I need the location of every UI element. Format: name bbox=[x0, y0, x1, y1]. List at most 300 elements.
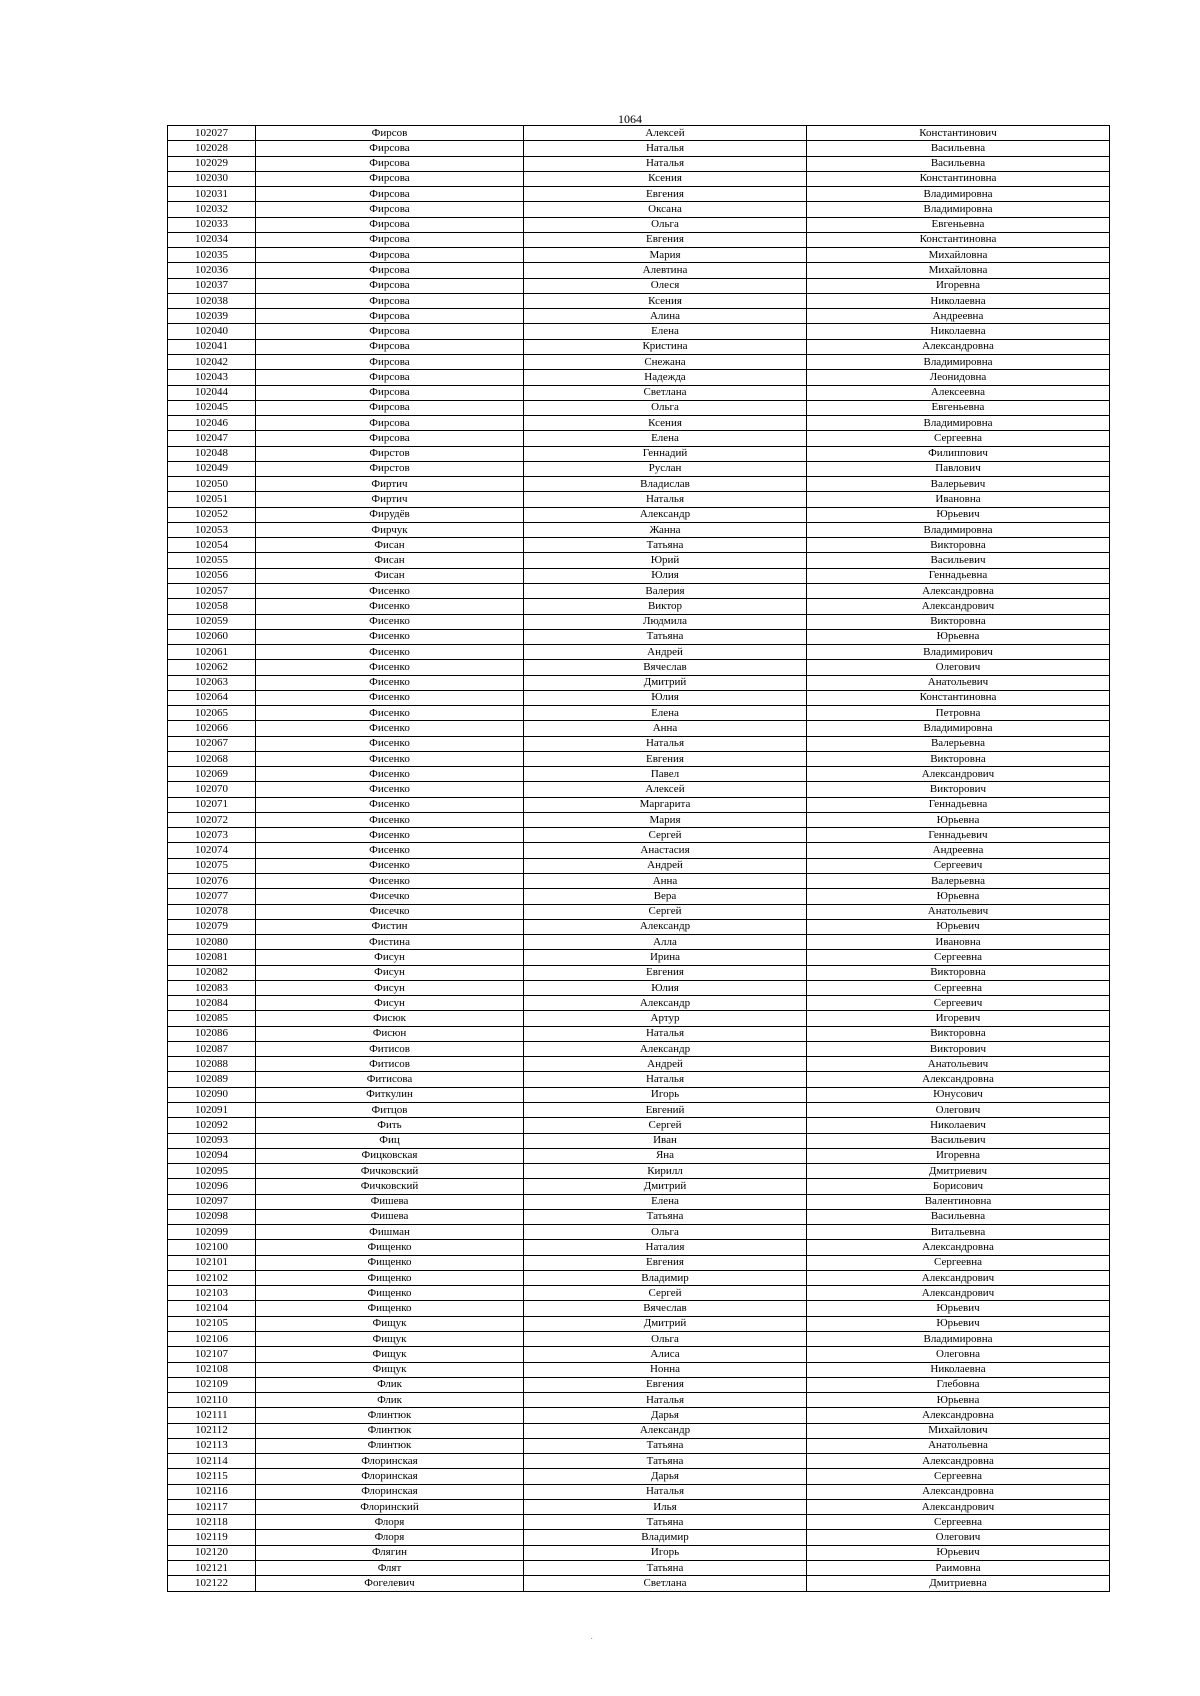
table-row bbox=[168, 843, 1110, 858]
cell-id: 102075 bbox=[168, 858, 256, 873]
cell-patronymic: Александровна bbox=[807, 1072, 1110, 1087]
cell-first-name: Оксана bbox=[524, 202, 807, 217]
table-row bbox=[168, 431, 1110, 446]
cell-last-name: Фисенко bbox=[256, 690, 524, 705]
roster-body bbox=[168, 126, 1110, 1592]
cell-patronymic: Николаевич bbox=[807, 1118, 1110, 1133]
cell-patronymic: Юрьевич bbox=[807, 1316, 1110, 1331]
cell-id: 102115 bbox=[168, 1469, 256, 1484]
cell-patronymic: Валерьевна bbox=[807, 736, 1110, 751]
cell-id: 102110 bbox=[168, 1393, 256, 1408]
cell-id: 102109 bbox=[168, 1377, 256, 1392]
cell-id: 102060 bbox=[168, 629, 256, 644]
cell-last-name: Фирсова bbox=[256, 431, 524, 446]
cell-patronymic: Викторовна bbox=[807, 1026, 1110, 1041]
cell-last-name: Фирсова bbox=[256, 385, 524, 400]
cell-patronymic: Петровна bbox=[807, 706, 1110, 721]
table-row bbox=[168, 1057, 1110, 1072]
cell-id: 102108 bbox=[168, 1362, 256, 1377]
table-row bbox=[168, 507, 1110, 522]
table-row bbox=[168, 370, 1110, 385]
cell-first-name: Маргарита bbox=[524, 797, 807, 812]
table-row bbox=[168, 141, 1110, 156]
roster-table bbox=[167, 125, 1110, 1592]
cell-patronymic: Юрьевна bbox=[807, 1393, 1110, 1408]
cell-patronymic: Анатольевич bbox=[807, 904, 1110, 919]
cell-last-name: Фитцов bbox=[256, 1103, 524, 1118]
cell-last-name: Флик bbox=[256, 1393, 524, 1408]
cell-patronymic: Сергеевна bbox=[807, 980, 1110, 995]
table-row bbox=[168, 980, 1110, 995]
cell-patronymic: Глебовна bbox=[807, 1377, 1110, 1392]
cell-last-name: Фисенко bbox=[256, 645, 524, 660]
cell-patronymic: Андреевна bbox=[807, 843, 1110, 858]
cell-last-name: Фисенко bbox=[256, 812, 524, 827]
table-row bbox=[168, 339, 1110, 354]
cell-last-name: Фисан bbox=[256, 553, 524, 568]
cell-first-name: Александр bbox=[524, 919, 807, 934]
cell-first-name: Александр bbox=[524, 507, 807, 522]
cell-first-name: Алина bbox=[524, 309, 807, 324]
cell-id: 102101 bbox=[168, 1255, 256, 1270]
cell-last-name: Фиртич bbox=[256, 477, 524, 492]
cell-id: 102042 bbox=[168, 354, 256, 369]
cell-id: 102034 bbox=[168, 232, 256, 247]
cell-first-name: Игорь bbox=[524, 1087, 807, 1102]
cell-patronymic: Викторович bbox=[807, 782, 1110, 797]
cell-id: 102079 bbox=[168, 919, 256, 934]
cell-patronymic: Александровна bbox=[807, 1240, 1110, 1255]
cell-last-name: Фирсова bbox=[256, 370, 524, 385]
table-row bbox=[168, 202, 1110, 217]
cell-last-name: Фишева bbox=[256, 1194, 524, 1209]
cell-last-name: Фирсова bbox=[256, 232, 524, 247]
cell-id: 102032 bbox=[168, 202, 256, 217]
cell-id: 102113 bbox=[168, 1438, 256, 1453]
cell-first-name: Яна bbox=[524, 1148, 807, 1163]
cell-last-name: Фисенко bbox=[256, 751, 524, 766]
cell-first-name: Наталья bbox=[524, 1484, 807, 1499]
cell-last-name: Фищук bbox=[256, 1331, 524, 1346]
cell-first-name: Евгения bbox=[524, 965, 807, 980]
cell-patronymic: Александровна bbox=[807, 1408, 1110, 1423]
cell-first-name: Иван bbox=[524, 1133, 807, 1148]
cell-first-name: Алексей bbox=[524, 126, 807, 141]
table-row bbox=[168, 1133, 1110, 1148]
cell-patronymic: Васильевна bbox=[807, 1209, 1110, 1224]
cell-patronymic: Владимирович bbox=[807, 645, 1110, 660]
cell-id: 102030 bbox=[168, 171, 256, 186]
cell-id: 102078 bbox=[168, 904, 256, 919]
cell-id: 102068 bbox=[168, 751, 256, 766]
cell-last-name: Флинтюк bbox=[256, 1408, 524, 1423]
cell-first-name: Татьяна bbox=[524, 629, 807, 644]
cell-patronymic: Владимировна bbox=[807, 187, 1110, 202]
cell-last-name: Фисенко bbox=[256, 706, 524, 721]
cell-id: 102114 bbox=[168, 1454, 256, 1469]
table-row bbox=[168, 1530, 1110, 1545]
cell-first-name: Ольга bbox=[524, 400, 807, 415]
cell-id: 102058 bbox=[168, 599, 256, 614]
cell-id: 102105 bbox=[168, 1316, 256, 1331]
cell-last-name: Фищенко bbox=[256, 1286, 524, 1301]
table-row bbox=[168, 751, 1110, 766]
cell-first-name: Ольга bbox=[524, 217, 807, 232]
table-row bbox=[168, 156, 1110, 171]
cell-id: 102044 bbox=[168, 385, 256, 400]
cell-id: 102081 bbox=[168, 950, 256, 965]
cell-last-name: Фисенко bbox=[256, 599, 524, 614]
cell-id: 102089 bbox=[168, 1072, 256, 1087]
cell-last-name: Фирсова bbox=[256, 248, 524, 263]
cell-patronymic: Юрьевна bbox=[807, 889, 1110, 904]
cell-id: 102073 bbox=[168, 828, 256, 843]
cell-id: 102063 bbox=[168, 675, 256, 690]
table-row bbox=[168, 797, 1110, 812]
cell-patronymic: Сергеевич bbox=[807, 858, 1110, 873]
cell-patronymic: Константиновна bbox=[807, 171, 1110, 186]
cell-first-name: Алиса bbox=[524, 1347, 807, 1362]
cell-id: 102090 bbox=[168, 1087, 256, 1102]
cell-patronymic: Дмитриевна bbox=[807, 1576, 1110, 1591]
cell-patronymic: Сергеевич bbox=[807, 996, 1110, 1011]
cell-id: 102107 bbox=[168, 1347, 256, 1362]
cell-first-name: Наталья bbox=[524, 1026, 807, 1041]
cell-last-name: Фицковская bbox=[256, 1148, 524, 1163]
cell-id: 102059 bbox=[168, 614, 256, 629]
bottom-mark: · bbox=[590, 1634, 594, 1645]
table-row bbox=[168, 446, 1110, 461]
cell-id: 102097 bbox=[168, 1194, 256, 1209]
cell-first-name: Наталья bbox=[524, 1072, 807, 1087]
cell-last-name: Фищук bbox=[256, 1362, 524, 1377]
cell-last-name: Фить bbox=[256, 1118, 524, 1133]
cell-id: 102103 bbox=[168, 1286, 256, 1301]
cell-id: 102074 bbox=[168, 843, 256, 858]
cell-last-name: Фисенко bbox=[256, 843, 524, 858]
cell-patronymic: Константинович bbox=[807, 126, 1110, 141]
cell-first-name: Вера bbox=[524, 889, 807, 904]
cell-patronymic: Константиновна bbox=[807, 690, 1110, 705]
cell-last-name: Фищенко bbox=[256, 1240, 524, 1255]
cell-id: 102085 bbox=[168, 1011, 256, 1026]
cell-id: 102086 bbox=[168, 1026, 256, 1041]
cell-id: 102053 bbox=[168, 522, 256, 537]
table-row bbox=[168, 553, 1110, 568]
cell-last-name: Флик bbox=[256, 1377, 524, 1392]
cell-patronymic: Евгеньевна bbox=[807, 400, 1110, 415]
cell-first-name: Татьяна bbox=[524, 1454, 807, 1469]
cell-id: 102064 bbox=[168, 690, 256, 705]
table-row bbox=[168, 1347, 1110, 1362]
cell-patronymic: Александрович bbox=[807, 599, 1110, 614]
cell-id: 102117 bbox=[168, 1499, 256, 1514]
cell-first-name: Татьяна bbox=[524, 1515, 807, 1530]
table-row bbox=[168, 858, 1110, 873]
cell-last-name: Фисенко bbox=[256, 721, 524, 736]
cell-patronymic: Дмитриевич bbox=[807, 1164, 1110, 1179]
cell-id: 102043 bbox=[168, 370, 256, 385]
cell-id: 102066 bbox=[168, 721, 256, 736]
cell-id: 102057 bbox=[168, 583, 256, 598]
cell-first-name: Юлия bbox=[524, 690, 807, 705]
cell-patronymic: Александрович bbox=[807, 767, 1110, 782]
table-row bbox=[168, 1469, 1110, 1484]
table-row bbox=[168, 614, 1110, 629]
table-row bbox=[168, 1011, 1110, 1026]
cell-patronymic: Юнусович bbox=[807, 1087, 1110, 1102]
table-row bbox=[168, 126, 1110, 141]
cell-id: 102076 bbox=[168, 874, 256, 889]
table-row bbox=[168, 1255, 1110, 1270]
cell-id: 102093 bbox=[168, 1133, 256, 1148]
cell-last-name: Фирсова bbox=[256, 309, 524, 324]
cell-first-name: Сергей bbox=[524, 904, 807, 919]
cell-first-name: Александр bbox=[524, 996, 807, 1011]
table-row bbox=[168, 263, 1110, 278]
cell-id: 102082 bbox=[168, 965, 256, 980]
table-row bbox=[168, 1103, 1110, 1118]
cell-id: 102045 bbox=[168, 400, 256, 415]
cell-patronymic: Юрьевна bbox=[807, 812, 1110, 827]
cell-patronymic: Игоревна bbox=[807, 1148, 1110, 1163]
cell-patronymic: Владимировна bbox=[807, 522, 1110, 537]
cell-id: 102088 bbox=[168, 1057, 256, 1072]
table-row bbox=[168, 1240, 1110, 1255]
cell-first-name: Ольга bbox=[524, 1331, 807, 1346]
cell-last-name: Фисечко bbox=[256, 889, 524, 904]
cell-first-name: Мария bbox=[524, 812, 807, 827]
cell-last-name: Флоря bbox=[256, 1515, 524, 1530]
cell-first-name: Анастасия bbox=[524, 843, 807, 858]
table-row bbox=[168, 354, 1110, 369]
table-row bbox=[168, 171, 1110, 186]
cell-patronymic: Анатольевна bbox=[807, 1438, 1110, 1453]
cell-last-name: Флоря bbox=[256, 1530, 524, 1545]
cell-id: 102061 bbox=[168, 645, 256, 660]
cell-last-name: Фищенко bbox=[256, 1255, 524, 1270]
cell-last-name: Фистин bbox=[256, 919, 524, 934]
cell-patronymic: Николаевна bbox=[807, 1362, 1110, 1377]
cell-patronymic: Александровна bbox=[807, 583, 1110, 598]
cell-id: 102096 bbox=[168, 1179, 256, 1194]
table-row bbox=[168, 217, 1110, 232]
cell-id: 102037 bbox=[168, 278, 256, 293]
cell-id: 102111 bbox=[168, 1408, 256, 1423]
cell-first-name: Олеся bbox=[524, 278, 807, 293]
cell-patronymic: Олеговна bbox=[807, 1347, 1110, 1362]
cell-id: 102051 bbox=[168, 492, 256, 507]
table-row bbox=[168, 278, 1110, 293]
cell-first-name: Владимир bbox=[524, 1530, 807, 1545]
cell-last-name: Фирстов bbox=[256, 446, 524, 461]
cell-patronymic: Анатольевич bbox=[807, 1057, 1110, 1072]
table-row bbox=[168, 935, 1110, 950]
cell-patronymic: Юрьевич bbox=[807, 1301, 1110, 1316]
table-row bbox=[168, 1118, 1110, 1133]
cell-patronymic: Александрович bbox=[807, 1499, 1110, 1514]
cell-first-name: Наталья bbox=[524, 141, 807, 156]
cell-first-name: Павел bbox=[524, 767, 807, 782]
cell-first-name: Светлана bbox=[524, 1576, 807, 1591]
table-row bbox=[168, 248, 1110, 263]
cell-last-name: Фисюн bbox=[256, 1026, 524, 1041]
table-row bbox=[168, 1301, 1110, 1316]
table-row bbox=[168, 782, 1110, 797]
cell-first-name: Дарья bbox=[524, 1469, 807, 1484]
cell-patronymic: Викторович bbox=[807, 1041, 1110, 1056]
cell-last-name: Флят bbox=[256, 1560, 524, 1575]
cell-patronymic: Константиновна bbox=[807, 232, 1110, 247]
cell-id: 102028 bbox=[168, 141, 256, 156]
cell-first-name: Валерия bbox=[524, 583, 807, 598]
table-row bbox=[168, 385, 1110, 400]
cell-first-name: Илья bbox=[524, 1499, 807, 1514]
cell-id: 102047 bbox=[168, 431, 256, 446]
cell-first-name: Кирилл bbox=[524, 1164, 807, 1179]
cell-last-name: Фитисов bbox=[256, 1041, 524, 1056]
cell-last-name: Фирсова bbox=[256, 324, 524, 339]
cell-id: 102046 bbox=[168, 416, 256, 431]
cell-last-name: Фичковский bbox=[256, 1179, 524, 1194]
table-row bbox=[168, 400, 1110, 415]
table-row bbox=[168, 416, 1110, 431]
cell-last-name: Фирудёв bbox=[256, 507, 524, 522]
cell-last-name: Фисан bbox=[256, 538, 524, 553]
table-row bbox=[168, 721, 1110, 736]
cell-first-name: Алевтина bbox=[524, 263, 807, 278]
cell-id: 102027 bbox=[168, 126, 256, 141]
cell-patronymic: Александровна bbox=[807, 339, 1110, 354]
cell-patronymic: Александровна bbox=[807, 1484, 1110, 1499]
cell-id: 102031 bbox=[168, 187, 256, 202]
cell-last-name: Фирсова bbox=[256, 278, 524, 293]
cell-id: 102094 bbox=[168, 1148, 256, 1163]
table-row bbox=[168, 1225, 1110, 1240]
table-row bbox=[168, 538, 1110, 553]
cell-patronymic: Владимировна bbox=[807, 1331, 1110, 1346]
table-row bbox=[168, 1362, 1110, 1377]
cell-id: 102062 bbox=[168, 660, 256, 675]
cell-first-name: Татьяна bbox=[524, 1560, 807, 1575]
cell-id: 102072 bbox=[168, 812, 256, 827]
cell-patronymic: Васильевич bbox=[807, 1133, 1110, 1148]
cell-patronymic: Олегович bbox=[807, 660, 1110, 675]
cell-patronymic: Васильевич bbox=[807, 553, 1110, 568]
cell-id: 102095 bbox=[168, 1164, 256, 1179]
cell-first-name: Нонна bbox=[524, 1362, 807, 1377]
table-row bbox=[168, 660, 1110, 675]
cell-first-name: Анна bbox=[524, 874, 807, 889]
cell-last-name: Фирсова bbox=[256, 339, 524, 354]
table-row bbox=[168, 1499, 1110, 1514]
cell-last-name: Фищенко bbox=[256, 1301, 524, 1316]
cell-id: 102041 bbox=[168, 339, 256, 354]
cell-first-name: Юлия bbox=[524, 568, 807, 583]
table-row bbox=[168, 1179, 1110, 1194]
cell-first-name: Евгения bbox=[524, 187, 807, 202]
table-row bbox=[168, 706, 1110, 721]
cell-last-name: Флоринская bbox=[256, 1484, 524, 1499]
cell-first-name: Жанна bbox=[524, 522, 807, 537]
cell-last-name: Флоринская bbox=[256, 1454, 524, 1469]
table-row bbox=[168, 1148, 1110, 1163]
cell-id: 102067 bbox=[168, 736, 256, 751]
cell-patronymic: Сергеевна bbox=[807, 1469, 1110, 1484]
cell-id: 102035 bbox=[168, 248, 256, 263]
cell-last-name: Фирсова bbox=[256, 202, 524, 217]
cell-patronymic: Михайловна bbox=[807, 248, 1110, 263]
table-row bbox=[168, 904, 1110, 919]
table-row bbox=[168, 1423, 1110, 1438]
cell-last-name: Фирстов bbox=[256, 461, 524, 476]
table-row bbox=[168, 1331, 1110, 1346]
cell-first-name: Сергей bbox=[524, 1118, 807, 1133]
cell-id: 102069 bbox=[168, 767, 256, 782]
cell-patronymic: Леонидовна bbox=[807, 370, 1110, 385]
table-row bbox=[168, 950, 1110, 965]
cell-patronymic: Филиппович bbox=[807, 446, 1110, 461]
cell-last-name: Фитисов bbox=[256, 1057, 524, 1072]
cell-patronymic: Сергеевна bbox=[807, 1515, 1110, 1530]
cell-patronymic: Витальевна bbox=[807, 1225, 1110, 1240]
cell-last-name: Фиткулин bbox=[256, 1087, 524, 1102]
cell-id: 102092 bbox=[168, 1118, 256, 1133]
cell-first-name: Владимир bbox=[524, 1270, 807, 1285]
cell-patronymic: Ивановна bbox=[807, 935, 1110, 950]
cell-first-name: Дмитрий bbox=[524, 1179, 807, 1194]
cell-id: 102071 bbox=[168, 797, 256, 812]
cell-id: 102065 bbox=[168, 706, 256, 721]
cell-last-name: Фисенко bbox=[256, 797, 524, 812]
cell-first-name: Руслан bbox=[524, 461, 807, 476]
table-row bbox=[168, 675, 1110, 690]
table-row bbox=[168, 522, 1110, 537]
table-row bbox=[168, 599, 1110, 614]
cell-last-name: Фищенко bbox=[256, 1270, 524, 1285]
cell-last-name: Фисюк bbox=[256, 1011, 524, 1026]
cell-patronymic: Владимировна bbox=[807, 202, 1110, 217]
table-row bbox=[168, 324, 1110, 339]
cell-last-name: Фирсова bbox=[256, 400, 524, 415]
table-row bbox=[168, 1041, 1110, 1056]
cell-patronymic: Павлович bbox=[807, 461, 1110, 476]
cell-first-name: Евгения bbox=[524, 232, 807, 247]
cell-last-name: Флинтюк bbox=[256, 1438, 524, 1453]
cell-patronymic: Олегович bbox=[807, 1103, 1110, 1118]
table-row bbox=[168, 1484, 1110, 1499]
table-row bbox=[168, 583, 1110, 598]
cell-id: 102112 bbox=[168, 1423, 256, 1438]
cell-first-name: Елена bbox=[524, 431, 807, 446]
cell-patronymic: Валерьевна bbox=[807, 874, 1110, 889]
cell-first-name: Александр bbox=[524, 1041, 807, 1056]
cell-id: 102077 bbox=[168, 889, 256, 904]
cell-last-name: Фисенко bbox=[256, 614, 524, 629]
cell-id: 102050 bbox=[168, 477, 256, 492]
cell-first-name: Владислав bbox=[524, 477, 807, 492]
cell-first-name: Геннадий bbox=[524, 446, 807, 461]
table-row bbox=[168, 187, 1110, 202]
cell-patronymic: Сергеевна bbox=[807, 950, 1110, 965]
cell-patronymic: Валентиновна bbox=[807, 1194, 1110, 1209]
cell-last-name: Фирсова bbox=[256, 263, 524, 278]
cell-last-name: Фирсова bbox=[256, 171, 524, 186]
cell-id: 102054 bbox=[168, 538, 256, 553]
cell-patronymic: Александрович bbox=[807, 1270, 1110, 1285]
cell-last-name: Фисечко bbox=[256, 904, 524, 919]
cell-last-name: Флягин bbox=[256, 1545, 524, 1560]
